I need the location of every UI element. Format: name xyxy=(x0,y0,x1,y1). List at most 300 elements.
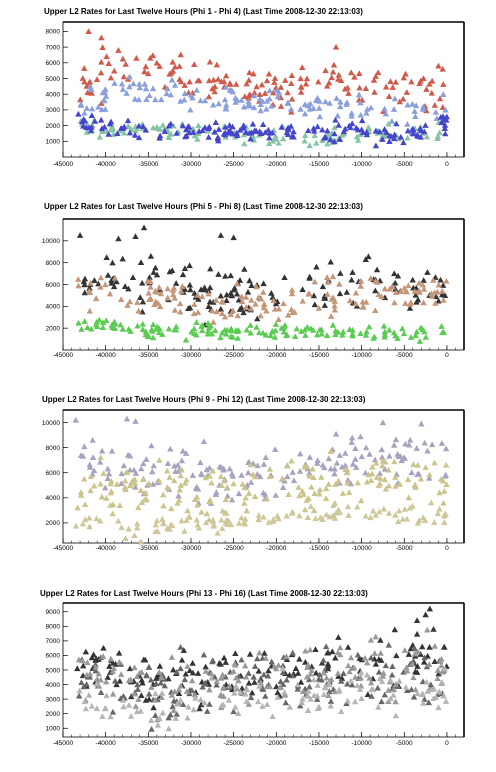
x-tick-label: -15000 xyxy=(308,161,330,168)
data-point xyxy=(414,617,420,623)
y-tick-label: 6000 xyxy=(45,60,60,68)
x-tick-label: 0 xyxy=(445,352,449,359)
data-point xyxy=(373,142,379,148)
data-point xyxy=(138,487,144,493)
data-point xyxy=(75,276,81,282)
data-point xyxy=(75,320,81,326)
data-point xyxy=(125,526,131,532)
data-point xyxy=(143,456,149,462)
data-point xyxy=(238,657,244,663)
data-point xyxy=(177,644,183,650)
data-point xyxy=(150,321,156,327)
data-point xyxy=(443,472,449,478)
data-point xyxy=(410,277,416,283)
data-point xyxy=(289,96,295,102)
data-point xyxy=(420,277,426,283)
data-point xyxy=(307,454,313,460)
data-point xyxy=(328,698,334,704)
data-point xyxy=(366,451,372,457)
data-point xyxy=(269,713,275,719)
data-point xyxy=(115,235,121,241)
data-point xyxy=(267,466,273,472)
data-point xyxy=(246,680,252,686)
data-point xyxy=(424,269,430,275)
data-point xyxy=(182,265,188,271)
data-point xyxy=(268,659,274,665)
data-point xyxy=(272,446,278,452)
data-point xyxy=(170,59,176,65)
data-point xyxy=(288,80,294,86)
data-point xyxy=(380,670,386,676)
data-point xyxy=(81,65,87,71)
data-point xyxy=(392,96,398,102)
data-point xyxy=(123,61,129,67)
x-tick-label: -35000 xyxy=(138,740,159,747)
data-point xyxy=(422,464,428,470)
data-point xyxy=(103,254,109,260)
x-tick-label: -40000 xyxy=(95,352,116,359)
data-point xyxy=(296,656,302,662)
data-point xyxy=(97,454,103,460)
data-point xyxy=(246,277,252,283)
data-point xyxy=(324,274,330,280)
data-point xyxy=(105,272,111,278)
data-point xyxy=(180,448,186,454)
data-point xyxy=(440,91,446,97)
y-tick-label: 6000 xyxy=(45,652,60,660)
data-point xyxy=(148,253,154,259)
data-point xyxy=(159,690,165,696)
y-tick-label: 8000 xyxy=(45,623,60,631)
data-point xyxy=(402,647,408,653)
data-point xyxy=(158,96,164,102)
data-point xyxy=(436,490,442,496)
data-point xyxy=(235,335,241,341)
data-point xyxy=(216,126,222,132)
data-point xyxy=(284,90,290,96)
data-point xyxy=(94,76,100,82)
data-point xyxy=(251,674,257,680)
data-point xyxy=(306,684,312,690)
data-point xyxy=(140,476,146,482)
data-point xyxy=(330,69,336,75)
data-point xyxy=(201,438,207,444)
data-point xyxy=(438,323,444,329)
x-tick-label: -30000 xyxy=(180,545,202,552)
data-point xyxy=(414,631,420,637)
data-point xyxy=(408,469,414,475)
data-point xyxy=(257,91,263,97)
x-tick-label: -35000 xyxy=(138,545,159,552)
data-point xyxy=(111,80,117,86)
x-tick-label: -25000 xyxy=(223,740,244,747)
data-point xyxy=(108,75,114,81)
x-tick-label: -25000 xyxy=(223,161,244,168)
data-point xyxy=(324,128,330,134)
data-point xyxy=(230,481,236,487)
data-point xyxy=(373,634,379,640)
data-point xyxy=(436,282,442,288)
data-point xyxy=(383,662,389,668)
x-tick-label: -30000 xyxy=(180,352,202,359)
data-point xyxy=(183,477,189,483)
data-point xyxy=(227,466,233,472)
data-point xyxy=(307,647,313,653)
data-point xyxy=(281,689,287,695)
data-point xyxy=(356,70,362,76)
x-tick-label: -20000 xyxy=(266,352,287,359)
x-tick-label: -45000 xyxy=(52,161,74,168)
data-point xyxy=(185,123,191,129)
y-tick-label: 4000 xyxy=(45,91,60,99)
x-tick-label: -30000 xyxy=(180,740,202,747)
y-tick-label: 8000 xyxy=(45,28,60,36)
data-point xyxy=(248,297,254,303)
x-tick-label: -5000 xyxy=(395,740,413,747)
data-point xyxy=(103,53,109,59)
data-point xyxy=(118,524,124,530)
data-point xyxy=(392,699,398,705)
data-point xyxy=(223,73,229,79)
data-point xyxy=(168,505,174,511)
data-point xyxy=(335,122,341,128)
data-point xyxy=(179,458,185,464)
y-tick-label: 9000 xyxy=(45,609,60,617)
data-point xyxy=(250,121,256,127)
data-point xyxy=(198,697,204,703)
data-point xyxy=(408,79,414,85)
data-point xyxy=(419,691,425,697)
data-point xyxy=(354,504,360,510)
x-tick-label: -15000 xyxy=(308,545,330,552)
data-point xyxy=(260,289,266,295)
data-point xyxy=(337,452,343,458)
data-point xyxy=(393,436,399,442)
x-tick-label: -15000 xyxy=(308,740,330,747)
data-point xyxy=(322,99,328,105)
data-point xyxy=(305,707,311,713)
data-point xyxy=(245,289,251,295)
data-point xyxy=(141,68,147,74)
data-point xyxy=(206,517,212,523)
data-point xyxy=(362,655,368,661)
data-point xyxy=(130,274,136,280)
x-tick-label: 0 xyxy=(445,161,449,168)
data-point xyxy=(359,117,365,123)
data-point xyxy=(345,504,351,510)
data-point xyxy=(382,286,388,292)
data-point xyxy=(363,513,369,519)
data-point xyxy=(261,461,267,467)
data-point xyxy=(391,300,397,306)
y-tick-label: 2000 xyxy=(45,325,60,333)
data-point xyxy=(191,61,197,67)
data-point xyxy=(241,266,247,272)
data-point xyxy=(315,79,321,85)
data-point xyxy=(111,68,117,74)
data-point xyxy=(357,330,363,336)
data-point xyxy=(374,267,380,273)
data-point xyxy=(232,704,238,710)
data-point xyxy=(292,333,298,339)
data-point xyxy=(422,440,428,446)
data-point xyxy=(353,290,359,296)
data-point xyxy=(333,95,339,101)
data-point xyxy=(166,725,172,731)
data-point xyxy=(150,85,156,91)
data-point xyxy=(424,448,430,454)
data-point xyxy=(119,256,125,262)
data-point xyxy=(328,313,334,319)
data-point xyxy=(80,75,86,81)
data-point xyxy=(152,690,158,696)
data-point xyxy=(207,284,213,290)
data-point xyxy=(344,99,350,105)
data-point xyxy=(155,722,161,728)
data-point xyxy=(98,34,104,40)
data-point xyxy=(311,677,317,683)
x-tick-label: -15000 xyxy=(308,352,330,359)
data-point xyxy=(187,107,193,113)
x-tick-label: -10000 xyxy=(351,352,372,359)
data-point xyxy=(405,102,411,108)
data-point xyxy=(408,299,414,305)
data-point xyxy=(299,286,305,292)
data-point xyxy=(410,461,416,467)
data-point xyxy=(280,300,286,306)
data-point xyxy=(171,477,177,483)
data-point xyxy=(308,484,314,490)
data-point xyxy=(375,685,381,691)
data-point xyxy=(89,703,95,709)
data-point xyxy=(241,500,247,506)
data-point xyxy=(126,74,132,80)
data-point xyxy=(331,62,337,68)
data-point xyxy=(149,468,155,474)
data-point xyxy=(228,272,234,278)
x-tick-label: -5000 xyxy=(395,352,413,359)
data-point xyxy=(177,697,183,703)
data-point xyxy=(134,323,140,329)
data-point xyxy=(178,52,184,58)
data-point xyxy=(396,678,402,684)
data-point xyxy=(426,472,432,478)
y-tick-label: 4000 xyxy=(45,681,60,689)
data-point xyxy=(177,300,183,306)
data-point xyxy=(387,78,393,84)
y-tick-label: 2000 xyxy=(45,122,60,130)
data-point xyxy=(235,313,241,319)
data-point xyxy=(396,508,402,514)
data-point xyxy=(93,295,99,301)
data-point xyxy=(402,506,408,512)
data-point xyxy=(348,277,354,283)
data-point xyxy=(302,648,308,654)
data-point xyxy=(121,74,127,80)
y-tick-label: 4000 xyxy=(45,495,60,503)
data-point xyxy=(249,690,255,696)
data-point xyxy=(77,232,83,238)
data-point xyxy=(335,478,341,484)
data-point xyxy=(99,448,105,454)
data-point xyxy=(371,89,377,95)
data-point xyxy=(320,657,326,663)
data-point xyxy=(132,418,138,424)
data-point xyxy=(167,446,173,452)
data-point xyxy=(302,132,308,138)
y-tick-label: 4000 xyxy=(45,303,60,311)
y-tick-label: 7000 xyxy=(45,44,60,52)
x-tick-label: -5000 xyxy=(395,545,413,552)
data-point xyxy=(164,468,170,474)
data-point xyxy=(77,96,83,102)
data-point xyxy=(134,521,140,527)
data-point xyxy=(134,299,140,305)
data-point xyxy=(378,698,384,704)
data-point xyxy=(260,121,266,127)
data-point xyxy=(120,56,126,62)
data-point xyxy=(151,463,157,469)
x-tick-label: 0 xyxy=(445,740,449,747)
data-point xyxy=(443,462,449,468)
data-point xyxy=(349,120,355,126)
data-point xyxy=(298,89,304,95)
data-point xyxy=(146,691,152,697)
data-point xyxy=(441,644,447,650)
data-point xyxy=(368,637,374,643)
y-tick-label: 3000 xyxy=(45,107,60,115)
data-point xyxy=(97,134,103,140)
data-point xyxy=(322,302,328,308)
x-tick-label: -40000 xyxy=(95,545,116,552)
data-point xyxy=(273,492,279,498)
data-point xyxy=(428,499,434,505)
x-tick-label: -40000 xyxy=(95,161,116,168)
data-point xyxy=(352,456,358,462)
data-point xyxy=(376,669,382,675)
data-point xyxy=(426,644,432,650)
data-point xyxy=(206,701,212,707)
data-point xyxy=(84,105,90,111)
data-point xyxy=(442,131,448,137)
data-point xyxy=(140,321,146,327)
data-point xyxy=(241,140,247,146)
data-point xyxy=(421,696,427,702)
data-point xyxy=(430,626,436,632)
data-point xyxy=(223,102,229,108)
data-point xyxy=(349,435,355,441)
chart-title: Upper L2 Rates for Last Twelve Hours (Phi 5 - Phi 8) (Last Time 2008-12-30 22:13:03) xyxy=(44,202,363,211)
x-tick-label: -10000 xyxy=(351,161,372,168)
data-point xyxy=(187,282,193,288)
data-point xyxy=(297,75,303,81)
data-point xyxy=(289,72,295,78)
data-point xyxy=(186,262,192,268)
data-point xyxy=(439,440,445,446)
data-point xyxy=(319,127,325,133)
data-point xyxy=(386,453,392,459)
data-point xyxy=(375,69,381,75)
data-point xyxy=(328,74,334,80)
data-point xyxy=(105,674,111,680)
data-point xyxy=(379,446,385,452)
data-point xyxy=(323,675,329,681)
data-point xyxy=(76,693,82,699)
data-point xyxy=(336,72,342,78)
data-point xyxy=(90,454,96,460)
data-point xyxy=(391,270,397,276)
data-point xyxy=(281,274,287,280)
data-point xyxy=(272,75,278,81)
data-point xyxy=(222,96,228,102)
data-point xyxy=(263,106,269,112)
data-point xyxy=(75,111,81,117)
data-point xyxy=(160,492,166,498)
data-point xyxy=(386,327,392,333)
data-point xyxy=(160,122,166,128)
data-point xyxy=(368,105,374,111)
data-point xyxy=(344,289,350,295)
data-point xyxy=(345,644,351,650)
data-point xyxy=(278,103,284,109)
data-point xyxy=(248,479,254,485)
data-point xyxy=(393,712,399,718)
data-point xyxy=(179,283,185,289)
data-point xyxy=(322,67,328,73)
data-point xyxy=(218,517,224,523)
y-tick-label: 8000 xyxy=(45,444,60,452)
y-tick-label: 3000 xyxy=(45,696,60,704)
data-point xyxy=(439,288,445,294)
x-tick-label: -35000 xyxy=(138,352,159,359)
data-point xyxy=(257,108,263,114)
data-point xyxy=(216,101,222,107)
data-point xyxy=(122,478,128,484)
data-point xyxy=(179,657,185,663)
data-point xyxy=(152,265,158,271)
data-point xyxy=(90,651,96,657)
data-point xyxy=(108,656,114,662)
data-point xyxy=(152,96,158,102)
data-point xyxy=(335,634,341,640)
data-point xyxy=(261,301,267,307)
data-point xyxy=(236,490,242,496)
data-point xyxy=(407,437,413,443)
data-point xyxy=(246,69,252,75)
data-point xyxy=(338,708,344,714)
data-point xyxy=(154,60,160,66)
data-point xyxy=(117,502,123,508)
data-point xyxy=(328,466,334,472)
data-point xyxy=(135,504,141,510)
data-point xyxy=(232,650,238,656)
data-point xyxy=(99,713,105,719)
data-point xyxy=(252,663,258,669)
data-point xyxy=(433,109,439,115)
data-point xyxy=(296,513,302,519)
data-point xyxy=(285,491,291,497)
data-point xyxy=(135,308,141,314)
data-point xyxy=(221,655,227,661)
data-point xyxy=(366,324,372,330)
data-point xyxy=(431,460,437,466)
data-point xyxy=(392,626,398,632)
data-point xyxy=(297,451,303,457)
x-tick-label: -20000 xyxy=(266,740,287,747)
data-point xyxy=(255,698,261,704)
data-point xyxy=(260,280,266,286)
data-point xyxy=(166,326,172,332)
